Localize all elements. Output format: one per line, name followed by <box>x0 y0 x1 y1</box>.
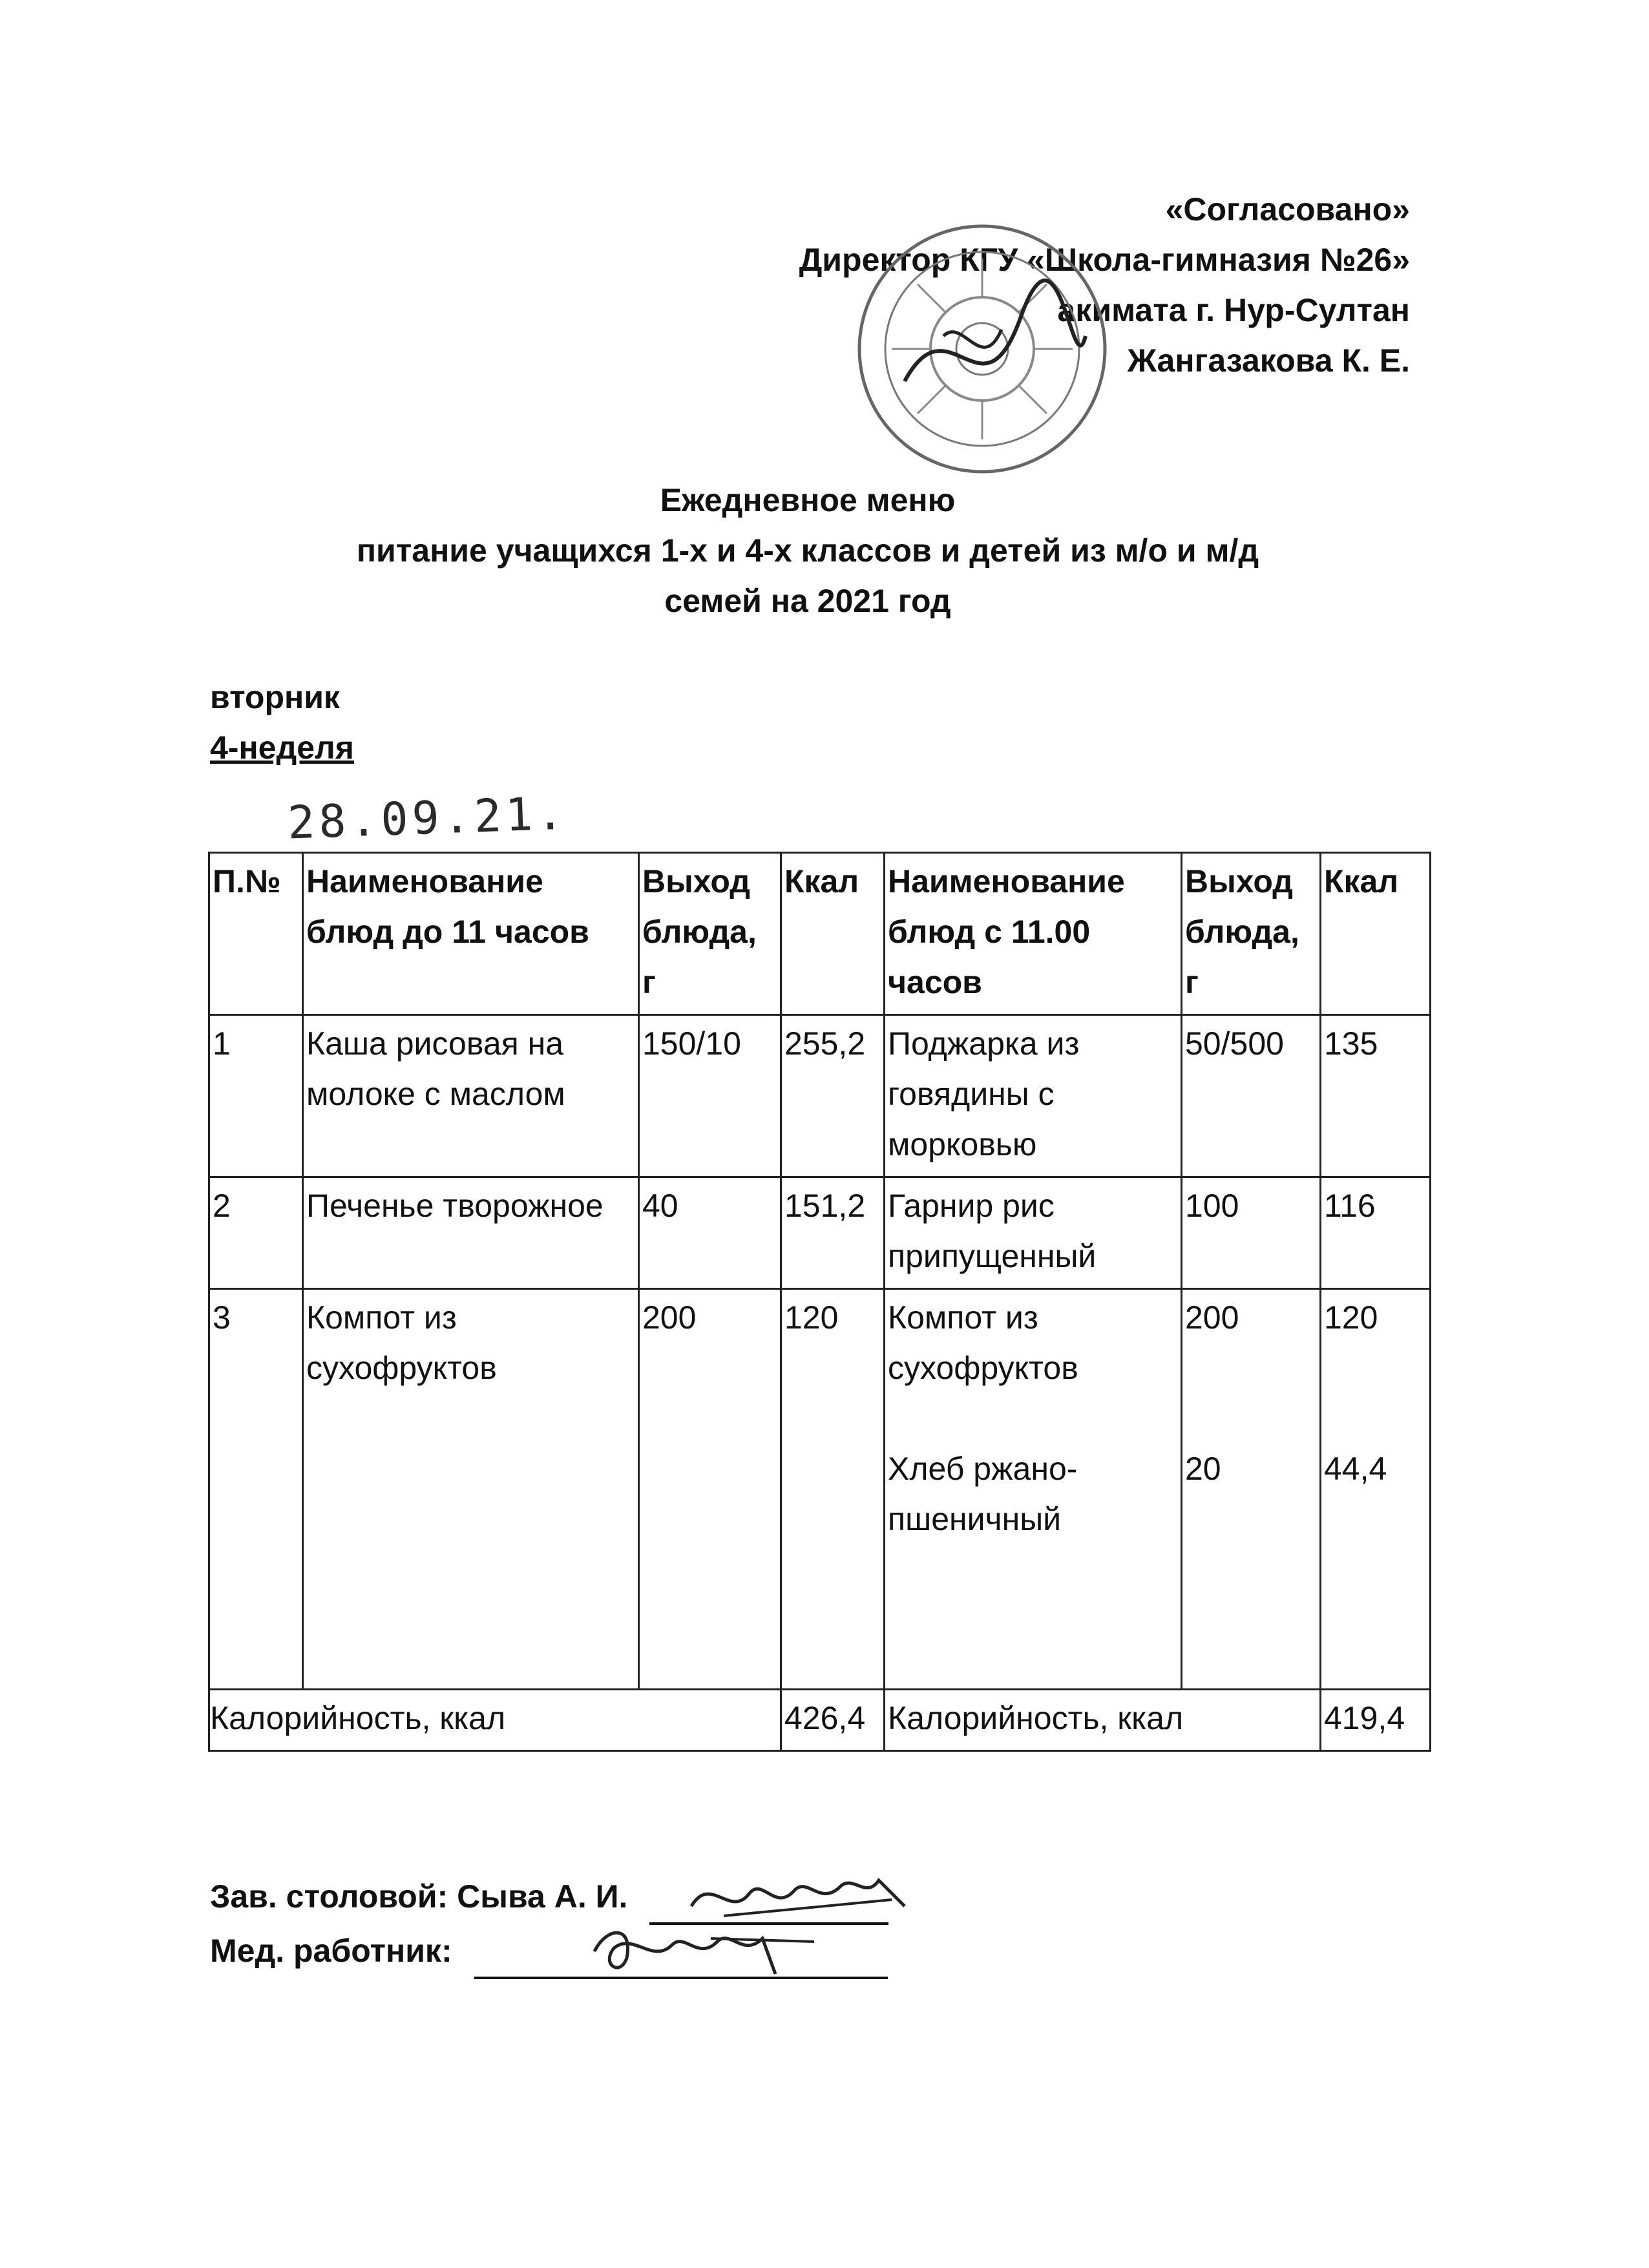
dish-morning: Печенье творожное <box>303 1177 639 1289</box>
canteen-head-label: Зав. столовой: Сыва А. И. <box>210 1878 628 1915</box>
row-num: 3 <box>209 1289 303 1690</box>
header-kcal-morning: Ккал <box>781 853 885 1015</box>
yield-morning: 40 <box>639 1177 781 1289</box>
title-line-3: семей на 2021 год <box>664 583 951 619</box>
menu-table <box>208 852 1431 1752</box>
total-label-morning: Калорийность, ккал <box>209 1690 781 1751</box>
approval-akimat: акимата г. Нур-Султан <box>1057 292 1410 328</box>
dish-day: Поджарка из говядины с морковью <box>885 1015 1182 1177</box>
header-dish-day: Наименование блюд с 11.00 часов <box>885 853 1182 1015</box>
header-dish-morning: Наименование блюд до 11 часов <box>303 853 639 1015</box>
title-line-1: Ежедневное меню <box>660 482 956 518</box>
table-row <box>209 1289 1431 1690</box>
weekday: вторник <box>210 679 340 715</box>
school-seal-stamp <box>853 220 1111 478</box>
handwritten-date: 28.09.21. <box>286 786 569 850</box>
header-yield-morning: Выход блюда, г <box>639 853 781 1015</box>
yield-day-cell <box>1182 1289 1321 1690</box>
table-row <box>209 1015 1431 1177</box>
yield-morning: 200 <box>639 1289 781 1690</box>
row-num: 1 <box>209 1015 303 1177</box>
kcal-day: 120 <box>1324 1299 1378 1336</box>
dish-day-extra: Хлеб ржано-пшеничный <box>888 1451 1078 1537</box>
table-header-row <box>209 853 1431 1015</box>
totals-row <box>209 1690 1431 1751</box>
total-label-day: Калорийность, ккал <box>885 1690 1321 1751</box>
header-kcal-day: Ккал <box>1321 853 1431 1015</box>
dish-day-cell <box>885 1289 1182 1690</box>
yield-day: 100 <box>1182 1177 1321 1289</box>
header-num: П.№ <box>209 853 303 1015</box>
total-kcal-morning: 426,4 <box>781 1690 885 1751</box>
document-title <box>194 475 1422 626</box>
kcal-day-extra: 44,4 <box>1324 1451 1387 1487</box>
total-kcal-day: 419,4 <box>1321 1690 1431 1751</box>
yield-day: 50/500 <box>1182 1015 1321 1177</box>
table-row <box>209 1177 1431 1289</box>
kcal-day: 116 <box>1321 1177 1431 1289</box>
approval-director: Директор КГУ «Школа-гимназия №26» <box>799 242 1410 278</box>
row-num: 2 <box>209 1177 303 1289</box>
kcal-day-cell <box>1321 1289 1431 1690</box>
kcal-morning: 120 <box>781 1289 885 1690</box>
approval-heading: «Согласовано» <box>1165 191 1410 227</box>
header-yield-day: Выход блюда, г <box>1182 853 1321 1015</box>
yield-day-extra: 20 <box>1185 1451 1221 1487</box>
dish-day: Гарнир рис припущенный <box>885 1177 1182 1289</box>
title-line-2: питание учащихся 1-х и 4-х классов и детей из м/о и м/д <box>356 532 1259 569</box>
approval-name: Жангазакова К. Е. <box>1127 342 1410 379</box>
dish-day: Компот из сухофруктов <box>888 1299 1078 1386</box>
kcal-morning: 151,2 <box>781 1177 885 1289</box>
medic-label: Мед. работник: <box>210 1933 452 1969</box>
yield-morning: 150/10 <box>639 1015 781 1177</box>
kcal-day: 135 <box>1321 1015 1431 1177</box>
kcal-morning: 255,2 <box>781 1015 885 1177</box>
day-block <box>210 672 354 773</box>
dish-morning: Компот из сухофруктов <box>303 1289 639 1690</box>
dish-morning: Каша рисовая на молоке с маслом <box>303 1015 639 1177</box>
yield-day: 200 <box>1185 1299 1239 1336</box>
medic-signature <box>582 1913 827 1984</box>
week-number: 4-неделя <box>210 730 354 766</box>
